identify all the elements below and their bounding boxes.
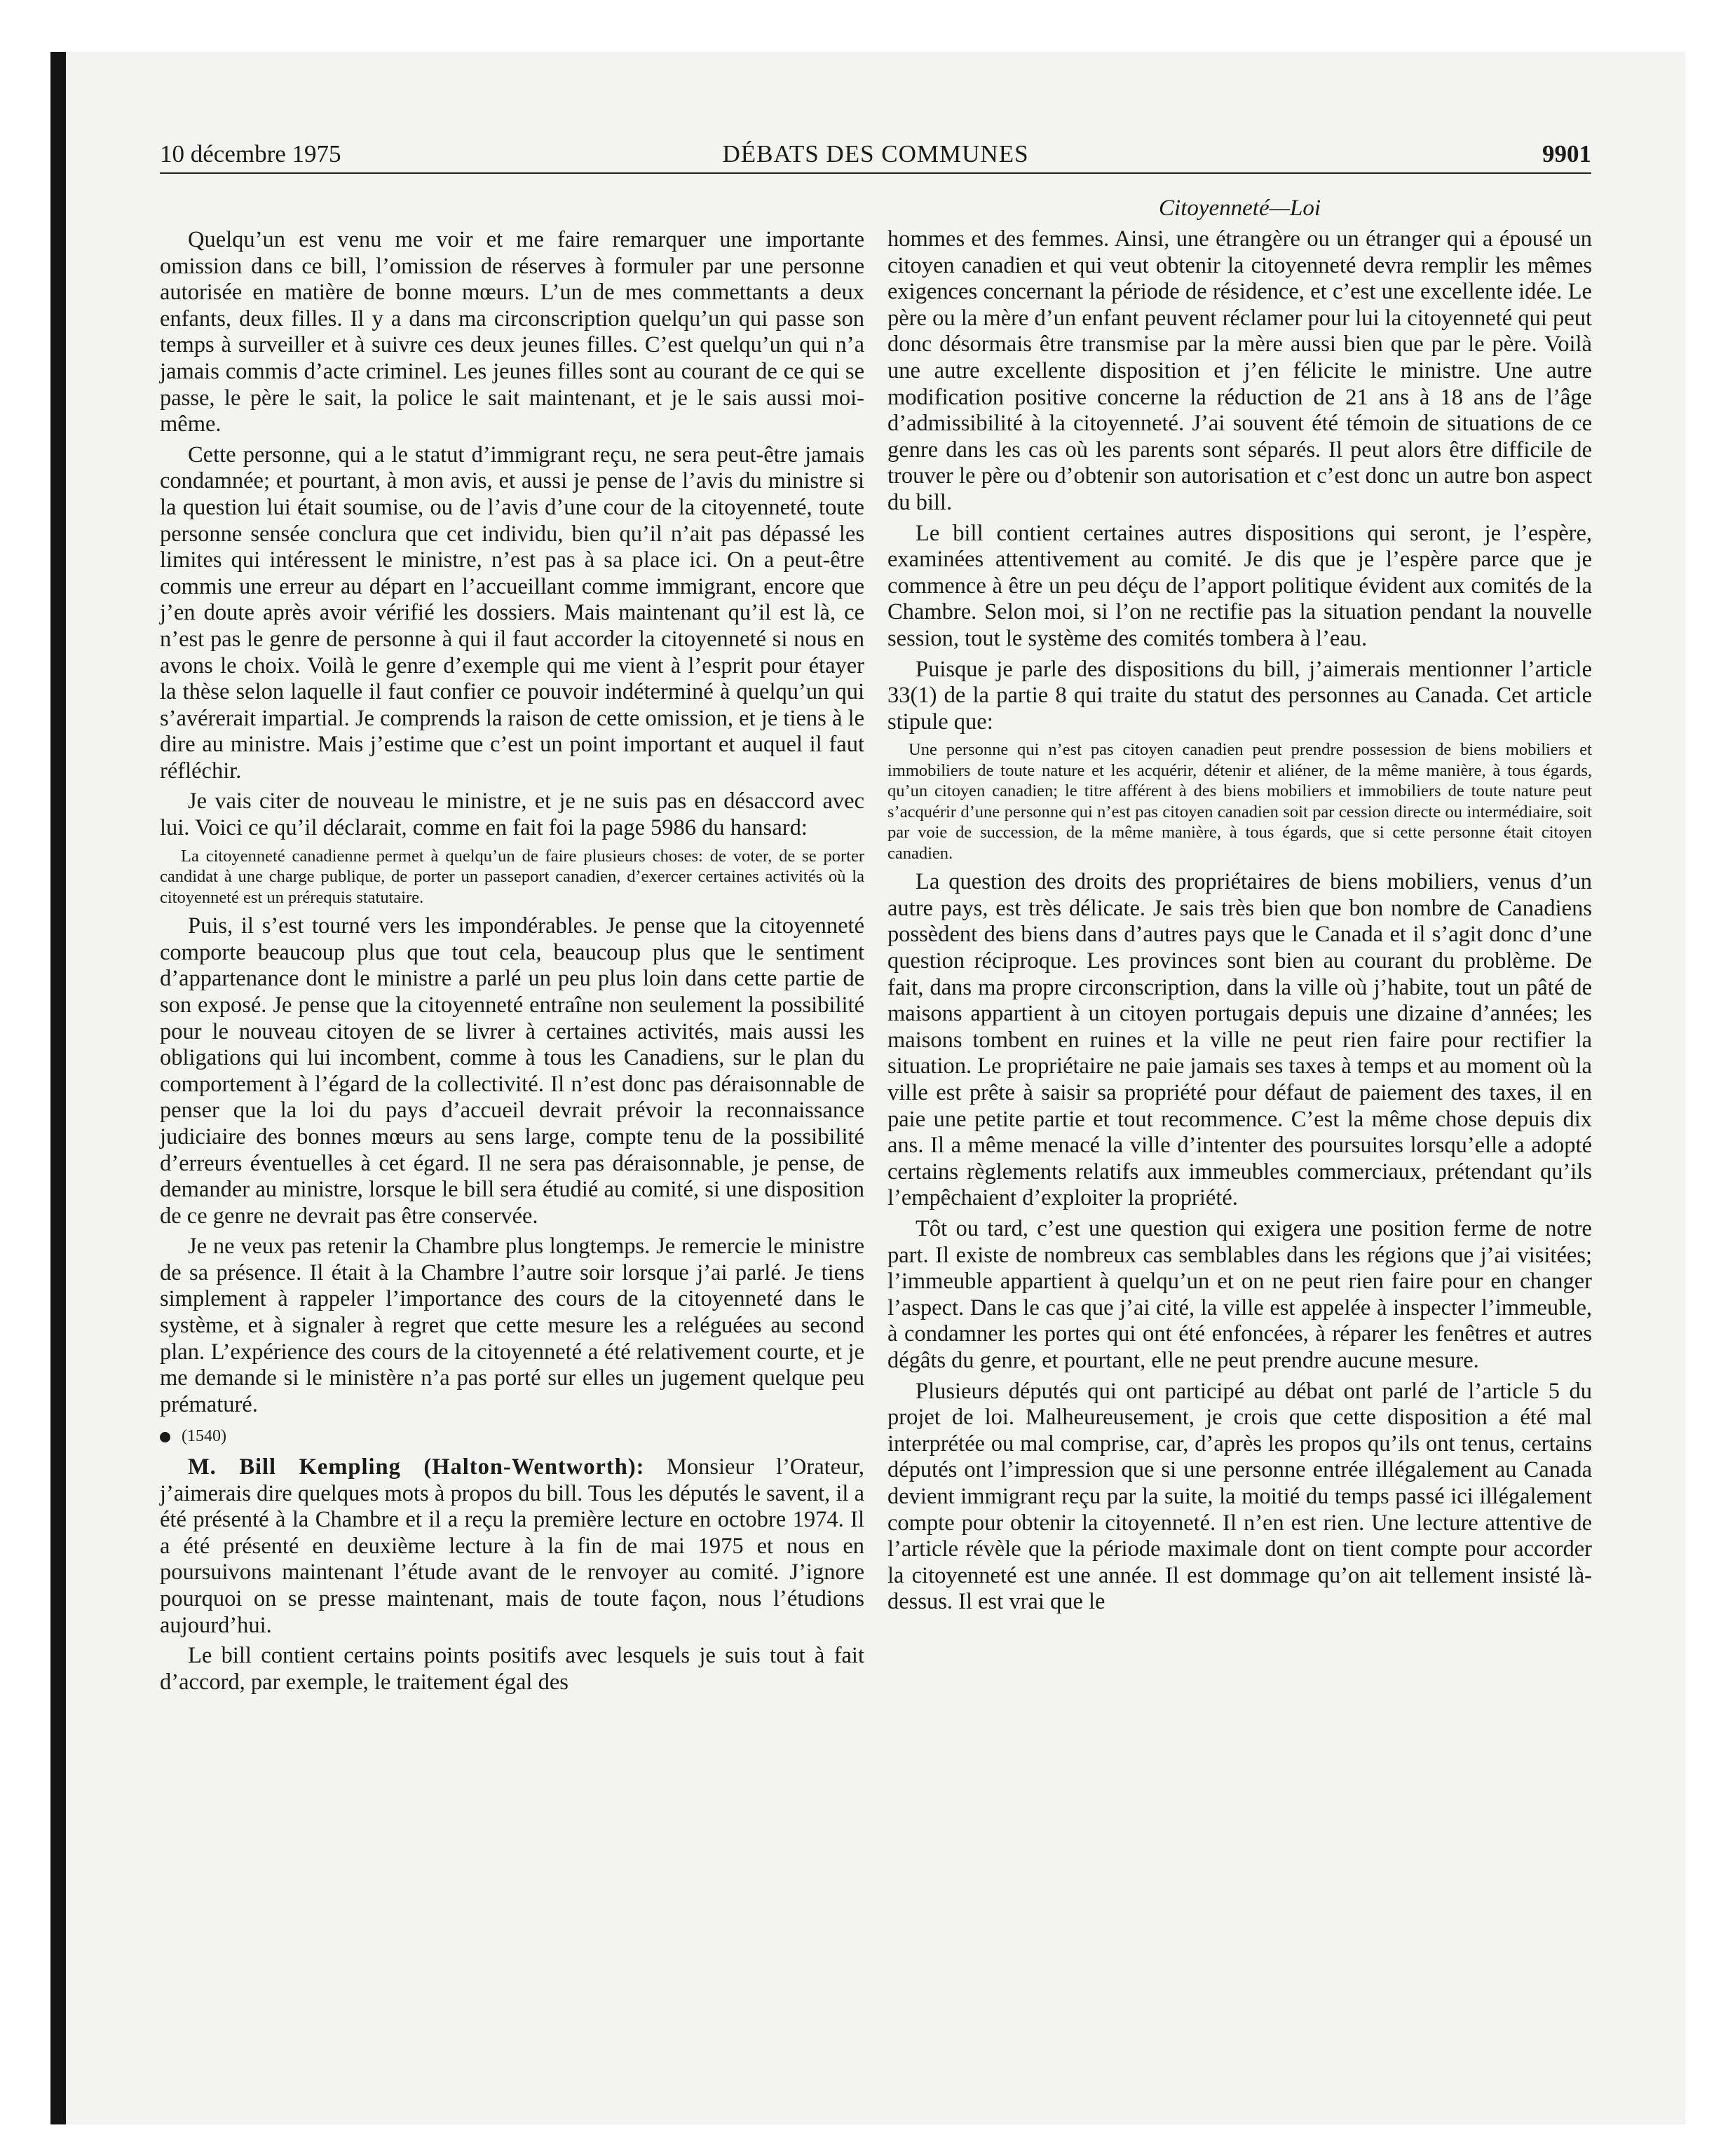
paragraph: La question des droits des propriétaires de biens mobiliers, venus d’un autre pays, est très délicate. Je sais très bien que bon nombre de Canadiens possèdent des biens dans d’autres pays que le Canada et il s’agit donc d’une question réciproque. Les provinces sont bien au courant du problème. De fait, dans ma propre circonscription, dans la ville où j’habite, tout un pâté de maisons appartient à un citoyen portugais depuis une dizaine d’années; les maisons tombent en ruines et la ville ne peut rien faire pour rectifier la situation. Le propriétaire ne paie jamais ses taxes à temps et au moment où la ville est prête à saisir sa propriété pour défaut de paiement des taxes, il en paie une petite partie et tout recommence. C’est la même chose depuis dix ans. Il a même menacé la ville d’intenter des poursuites lorsqu’elle a adopté certains règlements relatifs aux immeubles commerciaux, prétendant qu’ils l’empêchaient d’exploiter la propriété. [887, 869, 1592, 1211]
paragraph: Le bill contient certains points positifs avec lesquels je suis tout à fait d’accord, par exemple, le traitement égal des [160, 1643, 864, 1695]
time-marker [160, 1424, 864, 1450]
header-date: 10 décembre 1975 [160, 140, 341, 168]
bullet-dot-icon [160, 1432, 170, 1442]
block-quote: Une personne qui n’est pas citoyen canadien peut prendre possession de biens mobiliers et immobiliers de toute nature et les acquérir, détenir et aliéner, de la même manière, à tous égards, qu’un citoyen canadien; le titre afférent à des biens mobiliers et immobiliers de toute nature peut s’acquérir d’une personne qui n’est pas citoyen canadien soit par cession directe ou intermédiaire, soit par voie de succession, de la même manière, à tous égards, que si cette personne était citoyen canadien. [887, 740, 1592, 863]
paragraph: Cette personne, qui a le statut d’immigrant reçu, ne sera peut-être jamais condamnée; et pourtant, à mon avis, et aussi je pense de l’avis du ministre si la question lui était soumise, ou de l’avis d’une cour de la citoyenneté, toute personne sensée conclura que cet individu, bien qu’il n’ait pas dépassé les limites qui intéressent le ministre, n’est pas à sa place ici. On a peut-être commis une erreur au départ en l’accueillant comme immigrant, encore que j’en doute après avoir vérifié les dossiers. Mais maintenant qu’il est là, ce n’est pas le genre de personne à qui il faut accorder la citoyenneté si nous en avons le choix. Voilà le genre d’exemple qui me vient à l’esprit pour étayer la thèse selon laquelle il faut confier ce pouvoir indéterminé à quelqu’un qui s’avérerait impartial. Je comprends la raison de cette omission, et je tiens à le dire au ministre. Mais j’estime que c’est un point important et auquel il faut réfléchir. [160, 442, 864, 784]
paragraph: Quelqu’un est venu me voir et me faire remarquer une importante omission dans ce bill, l’omission de réserves à formuler par une personne autorisée en matière de bonne mœurs. L’un de mes commettants a deux enfants, deux filles. Il y a dans ma circonscription quelqu’un qui passe son temps à surveiller et à suivre ces deux jeunes filles. C’est quelqu’un qui n’a jamais commis d’acte criminel. Les jeunes filles sont au courant de ce qui se passe, le père le sait, la police le sait maintenant, et je le sais aussi moi-même. [160, 227, 864, 437]
block-quote: La citoyenneté canadienne permet à quelqu’un de faire plusieurs choses: de voter, de se porter candidat à une charge publique, de porter un passeport canadien, d’exercer certaines activités où la citoyenneté est un prérequis statutaire. [160, 846, 864, 907]
left-column [160, 227, 864, 1700]
speech-text: Monsieur l’Orateur, j’aimerais dire quelques mots à propos du bill. Tous les députés le savent, il a été présenté à la Chambre et il a reçu la première lecture en octobre 1974. Il a été présenté en deuxième lecture à la fin de mai 1975 et nous en poursuivons maintenant l’étude avant de le renvoyer au comité. J’ignore pourquoi on se presse maintenant, mais de toute façon, nous l’étudions aujourd’hui. [160, 1454, 864, 1638]
paragraph: hommes et des femmes. Ainsi, une étrangère ou un étranger qui a épousé un citoyen canadien et qui veut obtenir la citoyenneté devra remplir les mêmes exigences concernant la période de résidence, et c’est une excellente idée. Le père ou la mère d’un enfant peuvent réclamer pour lui la citoyenneté qui peut donc désormais être transmise par la mère aussi bien que par le père. Voilà une autre excellente disposition et j’en félicite le ministre. Une autre modification positive concerne la réduction de 21 ans à 18 ans de l’âge d’admissibilité à la citoyenneté. J’ai souvent été témoin de situations de ce genre dans les cas où les parents sont séparés. Il peut alors être difficile de trouver le père ou d’obtenir son autorisation et c’est donc un autre bon aspect du bill. [887, 226, 1592, 515]
paragraph: Plusieurs députés qui ont participé au débat ont parlé de l’article 5 du projet de loi. Malheureusement, je crois que cette disposition a été mal interprétée ou mal comprise, car, d’après les propos qu’ils ont tenus, certains députés ont l’impression que si une personne entrée illégalement au Canada devient immigrant reçu par la suite, la moitié du temps passé ici illégalement compte pour obtenir la citoyenneté. Il n’en est rien. Une lecture attentive de l’article révèle que la période maximale dont on tient compte pour accorder la citoyenneté est une année. Il est dommage qu’on ait tellement insisté là-dessus. Il est vrai que le [887, 1378, 1592, 1615]
speaker-name: M. Bill Kempling (Halton-Wentworth): [188, 1454, 645, 1480]
header-page-number: 9901 [1542, 140, 1591, 168]
right-column [887, 195, 1592, 1620]
header-title: DÉBATS DES COMMUNES [722, 140, 1029, 168]
paragraph: Puisque je parle des dispositions du bill, j’aimerais mentionner l’article 33(1) de la partie 8 qui traite du statut des personnes au Canada. Cet article stipule que: [887, 656, 1592, 735]
paragraph: Tôt ou tard, c’est une question qui exigera une position ferme de notre part. Il existe de nombreux cas semblables dans les régions que j’ai visitées; l’immeuble appartient à quelqu’un et on ne peut rien faire pour en changer l’aspect. Dans le cas que j’ai cité, la ville est appelée à inspecter l’immeuble, à condamner les portes qui ont été enfoncées, à réparer les fenêtres et autres dégâts du genre, et pourtant, elle ne peut prendre aucune mesure. [887, 1216, 1592, 1373]
page-header [160, 140, 1591, 174]
running-title: Citoyenneté—Loi [1159, 196, 1321, 221]
time-marker-text: (1540) [182, 1427, 226, 1446]
paragraph: Puis, il s’est tourné vers les impondérables. Je pense que la citoyenneté comporte beaucoup plus que tout cela, beaucoup plus que le sentiment d’appartenance dont le ministre a parlé un peu plus loin dans cette partie de son exposé. Je pense que la citoyenneté entraîne non seulement la possibilité pour le nouveau citoyen de se livrer à certaines activités, mais aussi les obligations qui lui incombent, comme à tous les Canadiens, sur le plan du comportement à l’égard de la collectivité. Il n’est donc pas déraisonnable de penser que la loi du pays d’accueil devrait prévoir la reconnaissance judiciaire des bonnes mœurs au sens large, compte tenu de la possibilité d’erreurs éventuelles à cet égard. Il ne sera pas déraisonnable, je pense, de demander au ministre, lorsque le bill sera étudié au comité, si une disposition de ce genre ne devrait pas être conservée. [160, 913, 864, 1229]
paragraph: Je ne veux pas retenir la Chambre plus longtemps. Je remercie le ministre de sa présence. Il était à la Chambre l’autre soir lorsque j’ai parlé. Je tiens simplement à rappeler l’importance des cours de la citoyenneté dans le système, et à signaler à regret que cette mesure les a reléguées au second plan. L’expérience des cours de la citoyenneté a été relativement courte, et je me demande si le ministère n’a pas porté sur elles un jugement quelque peu prématuré. [160, 1234, 864, 1417]
paragraph: Je vais citer de nouveau le ministre, et je ne suis pas en désaccord avec lui. Voici ce qu’il déclarait, comme en fait foi la page 5986 du hansard: [160, 789, 864, 841]
paragraph: Le bill contient certaines autres dispositions qui seront, je l’espère, examinées attentivement au comité. Je dis que je l’espère parce que je commence à être un peu déçu de l’apport politique évident aux comités de la Chambre. Selon moi, si l’on ne rectifie pas la situation pendant la nouvelle session, tout le système des comités tombera à l’eau. [887, 520, 1592, 651]
speaker-paragraph [160, 1454, 864, 1639]
